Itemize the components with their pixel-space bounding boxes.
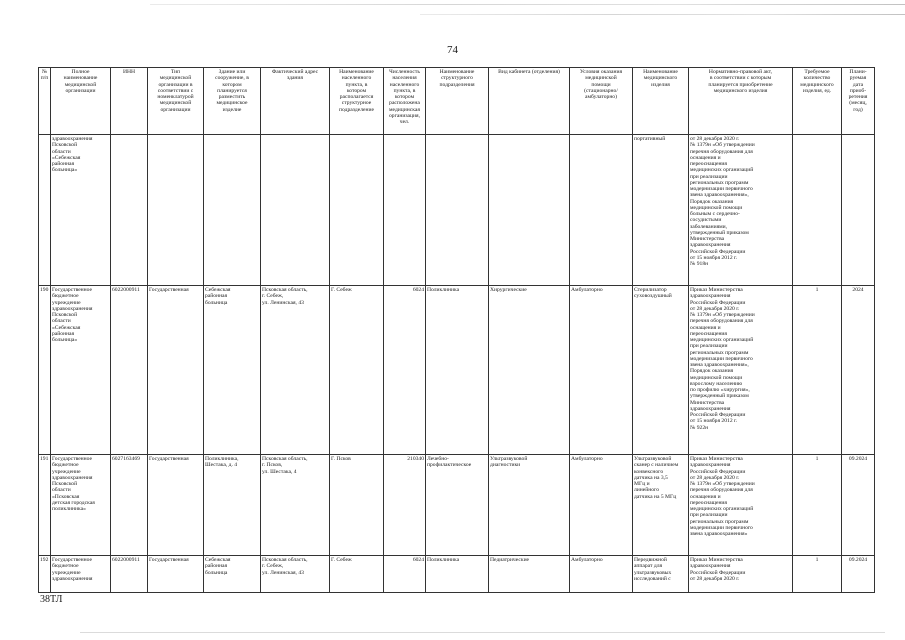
cell-cabinet	[489, 135, 570, 286]
cell-date: 09.2024	[842, 455, 875, 556]
header-device: Наименование медицинского изделия	[633, 68, 689, 135]
cell-cabinet: Хирургические	[489, 286, 570, 455]
table-row	[39, 455, 875, 556]
cell-device: Передвижной аппарат для ультразвуковых исследований с	[633, 556, 689, 593]
cell-type: Государственная	[148, 556, 204, 593]
cell-inn: 6022000911	[111, 286, 148, 455]
cell-inn: 6027163469	[111, 455, 148, 556]
cell-device: Ультразвуковой сканер с наличием конвексного датчика на 3,5 МГц и линейного датчика на 5 МГц	[633, 455, 689, 556]
header-org: Полное наименование медицинской организации	[51, 68, 111, 135]
header-num: № п/п	[39, 68, 51, 135]
table-row	[39, 135, 875, 286]
scan-artifact-top-2	[420, 14, 905, 15]
cell-unit: Лечебно- профилактическое	[426, 455, 489, 556]
cell-settlement: Г. Псков	[330, 455, 384, 556]
cell-building: Поликлиника, Шестака, д. 4	[204, 455, 261, 556]
cell-num: 190	[39, 286, 51, 455]
header-address: Фактический адрес здания	[261, 68, 330, 135]
cell-address	[261, 135, 330, 286]
equipment-table	[38, 67, 875, 593]
header-unit: Наименование структурного подразделения	[426, 68, 489, 135]
table-row	[39, 556, 875, 593]
cell-population: 6024	[384, 286, 426, 455]
header-building: Здание или сооружение, в котором планируется разместить медицинское изделие	[204, 68, 261, 135]
cell-building: Себежская районная больница	[204, 286, 261, 455]
cell-org: здравоохранения Псковской области «Себежская районная больница»	[51, 135, 111, 286]
cell-cabinet: Педиатрические	[489, 556, 570, 593]
cell-settlement: Г. Себеж	[330, 286, 384, 455]
scan-artifact-top	[150, 4, 905, 5]
cell-type	[148, 135, 204, 286]
cell-unit	[426, 135, 489, 286]
cell-settlement	[330, 135, 384, 286]
cell-address: Псковская область, г. Псков, ул. Шестака, 4	[261, 455, 330, 556]
cell-building	[204, 135, 261, 286]
cell-date: 2024	[842, 286, 875, 455]
cell-org: Государственное бюджетное учреждение здравоохранения	[51, 556, 111, 593]
header-cabinet: Вид кабинета (отделения)	[489, 68, 570, 135]
cell-inn: 6022000911	[111, 556, 148, 593]
cell-type: Государственная	[148, 286, 204, 455]
cell-unit: Поликлиника	[426, 556, 489, 593]
cell-device: Стерилизатор суховоздушный	[633, 286, 689, 455]
table-header-row	[39, 68, 875, 135]
cell-qty: 1	[793, 556, 842, 593]
cell-device: портативный	[633, 135, 689, 286]
cell-conditions	[570, 135, 633, 286]
cell-conditions: Амбулаторно	[570, 455, 633, 556]
page-number: 74	[447, 44, 458, 56]
table-row	[39, 286, 875, 455]
header-conditions: Условия оказания медицинской помощи (стационарно/ амбулаторно)	[570, 68, 633, 135]
cell-qty	[793, 135, 842, 286]
cell-population: 6024	[384, 556, 426, 593]
cell-num	[39, 135, 51, 286]
scan-artifact-bottom	[80, 632, 885, 633]
header-population: Численность населения населенного пункта, в котором расположена медицинская организация, чел.	[384, 68, 426, 135]
cell-num: 192	[39, 556, 51, 593]
cell-unit: Поликлиника	[426, 286, 489, 455]
cell-population: 210340	[384, 455, 426, 556]
cell-building: Себежская районная больница	[204, 556, 261, 593]
footer-code: 38ТЛ	[40, 594, 63, 605]
header-settlement: Наименование населенного пункта, в котором располагается структурное подразделение	[330, 68, 384, 135]
cell-act: от 28 декабря 2020 г. № 1379н «Об утверждении перечня оборудования для оснащения и переоснащения медицинских организаций при реализации региональных программ модернизации первичного звена здравоохранения», Порядок оказания медицинской помощи больным с сердечно- сосудистыми заболеваниями, утвержденный приказом Министерства здравоохранения Российской Федерации от 15 ноября 2012 г. № 918н	[689, 135, 793, 286]
cell-qty: 1	[793, 455, 842, 556]
cell-org: Государственное бюджетное учреждение здравоохранения Псковской области «Себежская районная больница»	[51, 286, 111, 455]
cell-address: Псковская область, г. Себеж, ул. Ленинская, 43	[261, 286, 330, 455]
cell-conditions: Амбулаторно	[570, 286, 633, 455]
cell-org: Государственное бюджетное учреждение здравоохранения Псковской области «Псковская детская городская поликлиника»	[51, 455, 111, 556]
cell-qty: 1	[793, 286, 842, 455]
header-type: Тип медицинской организации в соответствии с номенклатурой медицинской организации	[148, 68, 204, 135]
cell-act: Приказ Министерства здравоохранения Российской Федерации от 28 декабря 2020 г. № 1379н «Об утверждении перечня оборудования для оснащения и переоснащения медицинских организаций при реализации региональных программ модернизации первичного звена здравоохранения», Порядок оказания медицинской помощи взрослому населению по профилю «хирургия», утвержденный приказом Министерства здравоохранения Российской Федерации от 15 ноября 2012 г. № 922н	[689, 286, 793, 455]
header-act: Нормативно-правовой акт, в соответствии с которым планируется приобретение медицинского изделия	[689, 68, 793, 135]
cell-address: Псковская область, г. Себеж, ул. Ленинская, 43	[261, 556, 330, 593]
header-date: Плани- руемая дата приоб- ретения (месяц, год)	[842, 68, 875, 135]
cell-date	[842, 135, 875, 286]
cell-population	[384, 135, 426, 286]
cell-act: Приказ Министерства здравоохранения Российской Федерации от 28 декабря 2020 г. № 1379н «Об утверждении перечня оборудования для оснащения и переоснащения медицинских организаций при реализации региональных программ модернизации первичного звена здравоохранения»	[689, 455, 793, 556]
header-qty: Требуемое количество медицинского изделия, ед.	[793, 68, 842, 135]
cell-num: 191	[39, 455, 51, 556]
header-inn: ИНН	[111, 68, 148, 135]
cell-settlement: Г. Себеж	[330, 556, 384, 593]
cell-conditions: Амбулаторно	[570, 556, 633, 593]
cell-type: Государственная	[148, 455, 204, 556]
cell-date: 09.2024	[842, 556, 875, 593]
cell-inn	[111, 135, 148, 286]
cell-act: Приказ Министерства здравоохранения Российской Федерации от 28 декабря 2020 г.	[689, 556, 793, 593]
cell-cabinet: Ультразвуковой диагностики	[489, 455, 570, 556]
